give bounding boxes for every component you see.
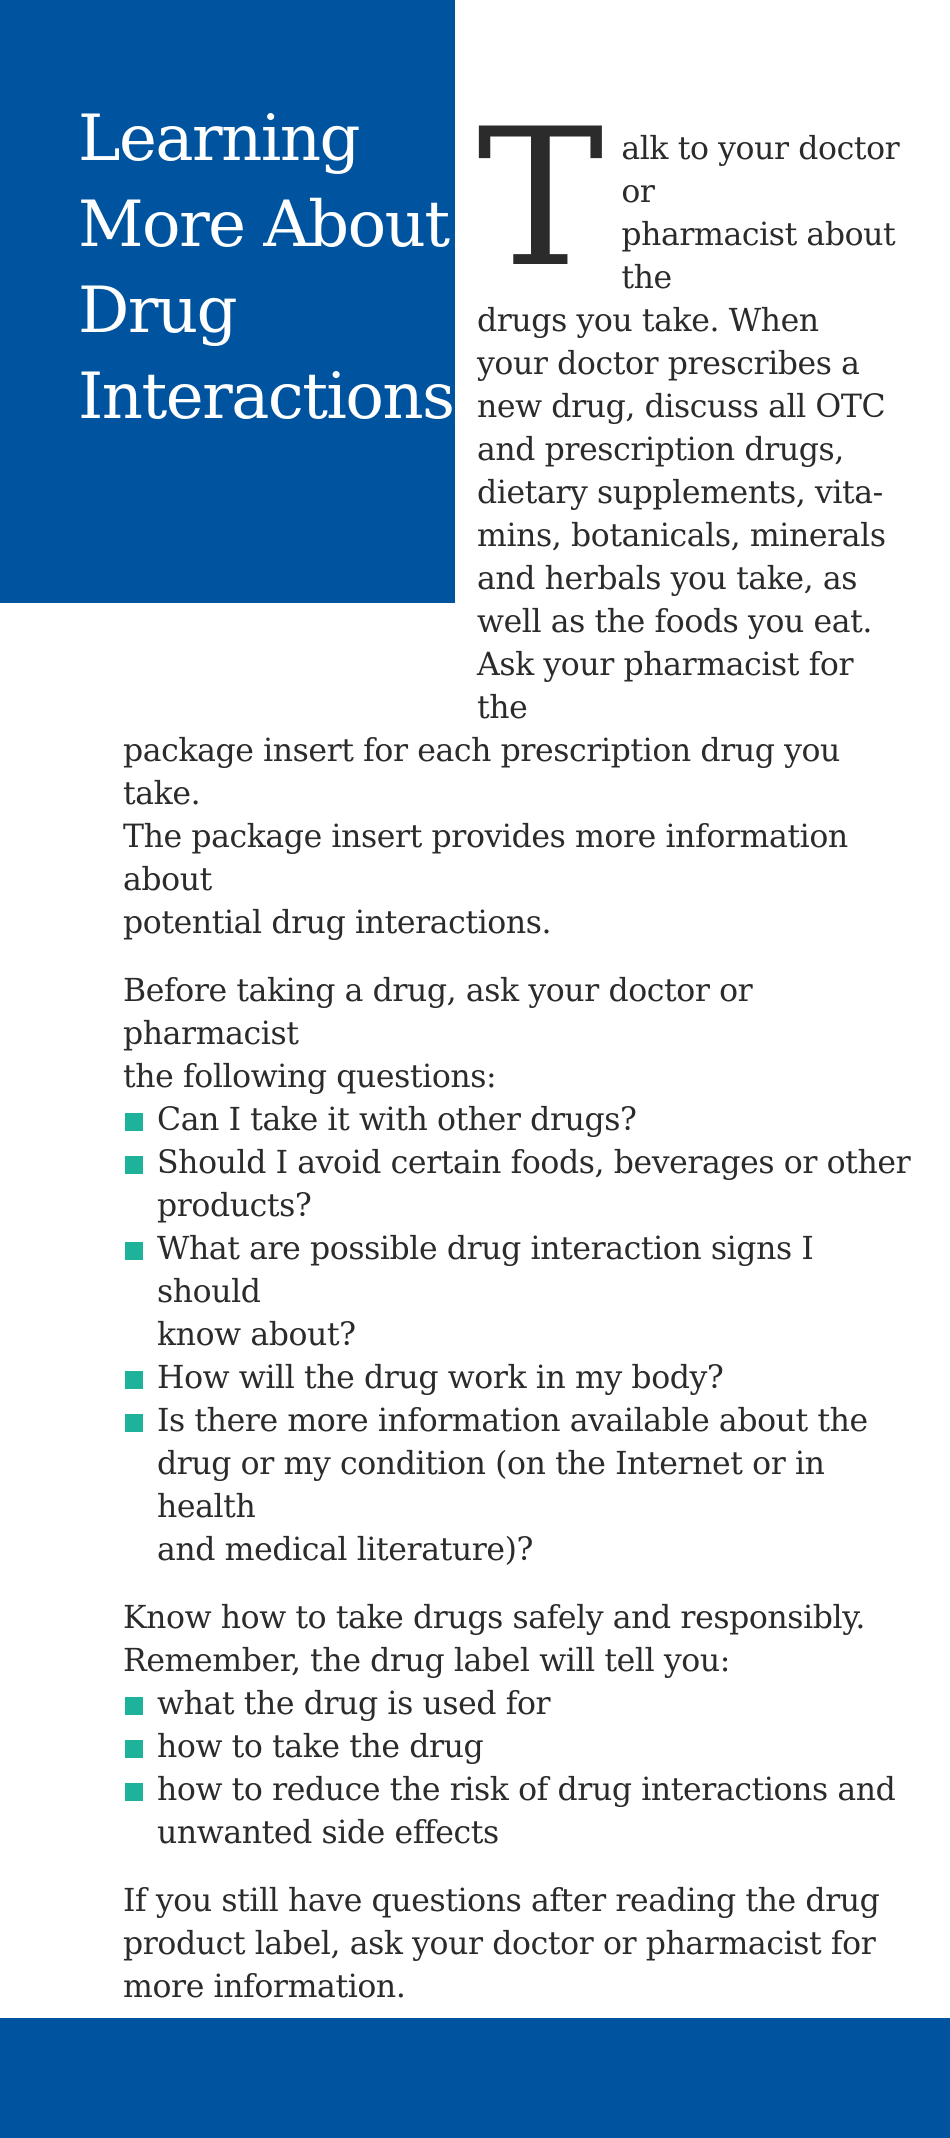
questions-list: [123, 1099, 913, 1572]
square-bullet-icon: [125, 1371, 143, 1389]
square-bullet-icon: [125, 1414, 143, 1432]
list-item: [123, 1769, 913, 1855]
title-line: Drug: [78, 274, 237, 348]
list-item-line: how to reduce the risk of drug interactions and: [157, 1772, 896, 1808]
intro-lead-line: pharmacist about the: [621, 217, 896, 296]
title-line: Interactions: [78, 360, 454, 434]
intro-lead-line: alk to your doctor or: [621, 131, 900, 210]
list-item-line: unwanted side effects: [157, 1815, 499, 1851]
article-body: [123, 88, 913, 2009]
list-item-line: know about?: [157, 1317, 356, 1353]
square-bullet-icon: [125, 1113, 143, 1131]
list-item: [123, 1228, 913, 1357]
questions-lead-line: Before taking a drug, ask your doctor or pharmacist: [123, 973, 753, 1052]
closing-line: If you still have questions after reading the drug: [123, 1883, 880, 1919]
list-item: [123, 1400, 913, 1572]
intro-line: dietary supplements, vita-: [477, 475, 883, 511]
list-item: [123, 1726, 913, 1769]
intro-line: and herbals you take, as: [477, 561, 858, 597]
intro-lead-line: drugs you take. When: [477, 303, 819, 339]
square-bullet-icon: [125, 1783, 143, 1801]
intro-line: your doctor prescribes a: [477, 346, 860, 382]
list-item-line: How will the drug work in my body?: [157, 1360, 724, 1396]
closing-paragraph: [123, 1880, 913, 2009]
intro-wide-line: potential drug interactions.: [123, 905, 552, 941]
list-item-line: what the drug is used for: [157, 1686, 551, 1722]
list-item: [123, 1099, 913, 1142]
intro-line: new drug, discuss all OTC: [477, 389, 886, 425]
intro-line: and prescription drugs,: [477, 432, 844, 468]
list-item-line: Should I avoid certain foods, beverages or other: [157, 1145, 911, 1181]
drop-cap: T: [477, 88, 604, 309]
label-info-lead-line: Know how to take drugs safely and responsibly.: [123, 1600, 866, 1636]
intro-line: Ask your pharmacist for the: [477, 647, 854, 726]
closing-line: more information.: [123, 1969, 406, 2005]
list-item: [123, 1357, 913, 1400]
questions-section: [123, 970, 913, 1572]
title-line: More About: [78, 188, 449, 262]
list-item-line: Can I take it with other drugs?: [157, 1102, 637, 1138]
label-info-list: [123, 1683, 913, 1855]
list-item: [123, 1142, 913, 1228]
square-bullet-icon: [125, 1697, 143, 1715]
intro-wide-line: The package insert provides more information about: [123, 819, 848, 898]
list-item-line: Is there more information available about the: [157, 1403, 868, 1439]
list-item: [123, 1683, 913, 1726]
square-bullet-icon: [125, 1156, 143, 1174]
intro-line: well as the foods you eat.: [477, 604, 873, 640]
title-line: Learning: [78, 102, 359, 176]
label-info-lead-line: Remember, the drug label will tell you:: [123, 1643, 730, 1679]
intro-line: mins, botanicals, minerals: [477, 518, 886, 554]
square-bullet-icon: [125, 1740, 143, 1758]
closing-line: product label, ask your doctor or pharmacist for: [123, 1926, 876, 1962]
footer-band: [0, 2018, 950, 2138]
list-item-line: and medical literature)?: [157, 1532, 534, 1568]
label-info-section: [123, 1597, 913, 1855]
list-item-line: What are possible drug interaction signs I should: [157, 1231, 814, 1310]
questions-lead-line: the following questions:: [123, 1059, 497, 1095]
list-item-line: how to take the drug: [157, 1729, 484, 1765]
square-bullet-icon: [125, 1242, 143, 1260]
intro-wide-line: package insert for each prescription drug you take.: [123, 733, 840, 812]
list-item-line: products?: [157, 1188, 312, 1224]
list-item-line: drug or my condition (on the Internet or in health: [157, 1446, 825, 1525]
